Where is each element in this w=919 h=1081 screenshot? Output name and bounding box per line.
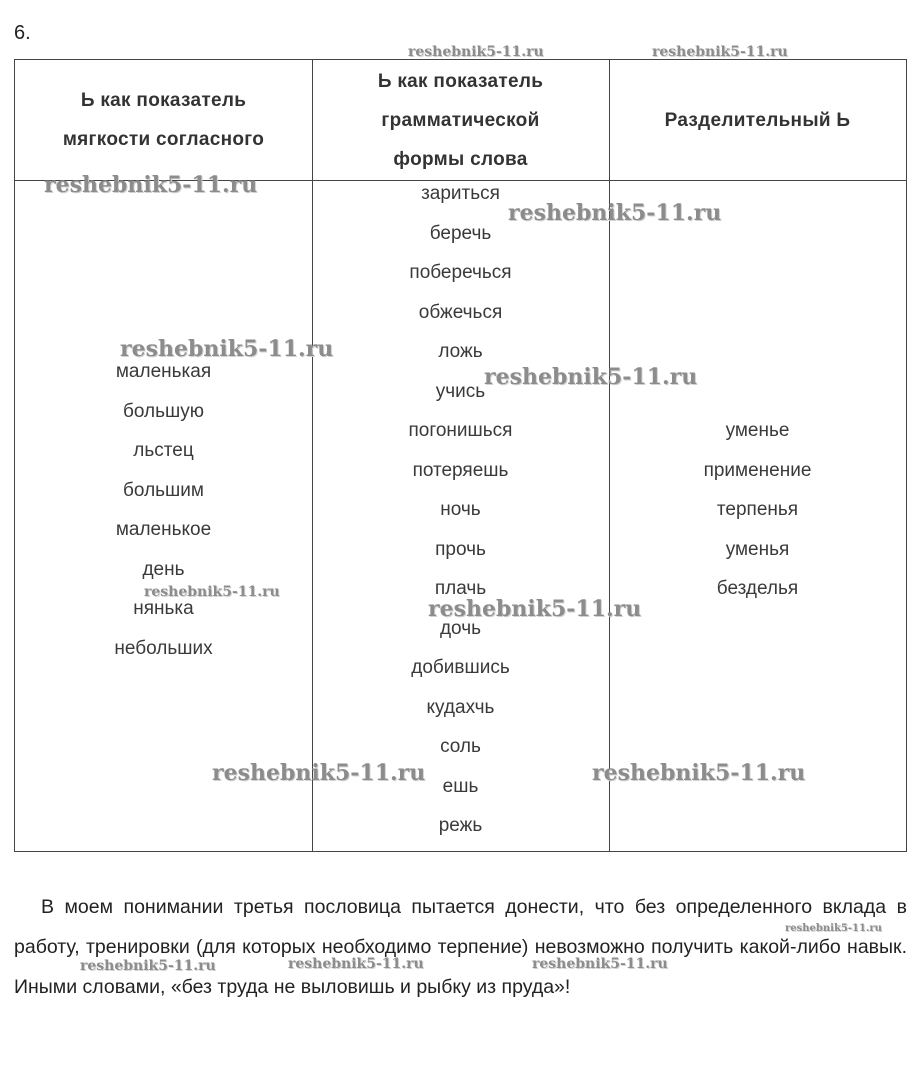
watermark: reshebnik5-11.ru <box>785 923 882 934</box>
watermark: reshebnik5-11.ru <box>532 956 668 972</box>
header-separating-soft-sign <box>609 60 906 180</box>
word-item: маленькое <box>115 519 212 540</box>
word-item: погонишься <box>408 420 513 441</box>
watermark: reshebnik5-11.ru <box>592 760 806 786</box>
word-item: маленькая <box>115 361 212 382</box>
word-item: уменье <box>725 420 790 441</box>
word-item: ешь <box>442 775 479 797</box>
header-line: формы слова <box>393 148 528 170</box>
header-line: Ь как показатель <box>377 70 544 92</box>
word-item: беречь <box>429 222 492 244</box>
header-line: грамматической <box>381 109 540 131</box>
word-item: день <box>142 558 185 580</box>
header-line: мягкости согласного <box>62 129 265 150</box>
column-grammar-words <box>312 174 609 846</box>
word-item: обжечься <box>418 301 503 323</box>
word-item: плачь <box>434 578 487 599</box>
word-item: дочь <box>439 617 482 639</box>
word-item: соль <box>440 736 481 757</box>
word-item: прочь <box>435 538 486 560</box>
word-item: учись <box>435 380 486 402</box>
header-soft-sign-grammar <box>312 60 609 180</box>
column-separating-words <box>609 411 906 609</box>
word-item: ложь <box>438 341 483 362</box>
word-item: терпенья <box>716 499 799 520</box>
task-number: 6. <box>14 22 31 44</box>
word-item: зариться <box>421 183 500 204</box>
word-item: добившись <box>411 657 510 678</box>
word-item: режь <box>438 815 483 836</box>
watermark: reshebnik5-11.ru <box>288 956 424 972</box>
word-item: большим <box>123 479 204 501</box>
word-item: безделья <box>716 578 799 599</box>
watermark: reshebnik5-11.ru <box>508 200 722 226</box>
watermark: reshebnik5-11.ru <box>144 584 280 600</box>
watermark: reshebnik5-11.ru <box>428 596 642 622</box>
word-item: большую <box>122 400 204 422</box>
watermark: reshebnik5-11.ru <box>408 44 544 60</box>
word-item: поберечься <box>409 262 512 283</box>
word-item: потеряешь <box>412 459 509 481</box>
watermark: reshebnik5-11.ru <box>212 760 426 786</box>
answer-paragraph: В моем понимании третья пословица пытается донести, что без определенного вклада в работу, тренировки (для которых необходимо терпение) невозможно получить какой-либо навык. Иными словами, «без труда не выловишь и рыбку из пруда»! <box>14 896 907 998</box>
word-item: льстец <box>133 440 194 461</box>
word-item: небольших <box>114 637 213 659</box>
watermark: reshebnik5-11.ru <box>80 958 216 974</box>
watermark: reshebnik5-11.ru <box>44 172 258 198</box>
watermark: reshebnik5-11.ru <box>484 364 698 390</box>
word-item: нянька <box>133 598 194 619</box>
word-item: кудахчь <box>426 696 495 718</box>
word-item: уменья <box>725 538 790 560</box>
watermark: reshebnik5-11.ru <box>120 336 334 362</box>
word-item: применение <box>703 459 812 481</box>
header-line: Ь как показатель <box>80 90 247 111</box>
word-item: ночь <box>440 499 481 520</box>
column-softness-words <box>15 352 312 668</box>
header-line: Разделительный Ь <box>664 109 851 131</box>
header-soft-sign-softness <box>15 60 312 180</box>
watermark: reshebnik5-11.ru <box>652 44 788 60</box>
